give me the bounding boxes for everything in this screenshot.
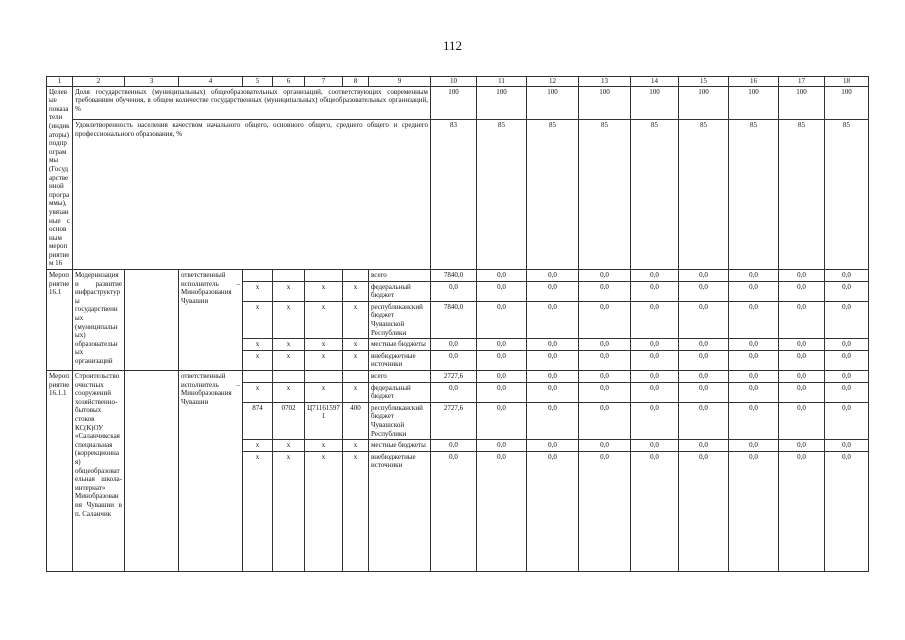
budget-code [343, 270, 369, 282]
target-label: Целевые показатели (индикаторы) подпрограммы (Государственной программы), увязанные с основным мероприятием 16 [47, 86, 73, 269]
funding-value: 0,0 [679, 402, 729, 439]
funding-value: 0,0 [579, 440, 631, 452]
target-value: 100 [431, 86, 477, 119]
funding-value: 0,0 [527, 382, 579, 402]
funding-value: 7840,0 [431, 301, 477, 338]
funding-value: 0,0 [631, 382, 679, 402]
funding-value: 0,0 [579, 281, 631, 301]
funding-value: 0,0 [477, 402, 527, 439]
budget-code: x [305, 451, 343, 571]
funding-value: 0,0 [679, 451, 729, 571]
budget-code: x [343, 440, 369, 452]
funding-source: всего [369, 270, 431, 282]
budget-code: x [273, 281, 305, 301]
funding-value: 0,0 [631, 339, 679, 351]
funding-value: 0,0 [729, 339, 779, 351]
funding-value: 0,0 [431, 350, 477, 370]
target-indicator: Удовлетворенность населения качеством начального общего, основного общего, среднего общего и среднего профессионального образования, % [73, 120, 431, 270]
budget-code: x [243, 339, 273, 351]
target-value: 85 [477, 120, 527, 270]
funding-value: 0,0 [779, 350, 825, 370]
target-row [47, 86, 869, 119]
empty-cell [125, 371, 179, 572]
budget-code: x [243, 440, 273, 452]
funding-value: 0,0 [477, 382, 527, 402]
funding-value: 0,0 [631, 281, 679, 301]
funding-value: 0,0 [779, 281, 825, 301]
target-value: 85 [779, 120, 825, 270]
funding-value: 2727,6 [431, 402, 477, 439]
budget-code: x [343, 451, 369, 571]
column-number: 14 [631, 77, 679, 87]
target-value: 85 [679, 120, 729, 270]
target-value: 100 [631, 86, 679, 119]
column-number: 4 [179, 77, 243, 87]
funding-value: 0,0 [729, 402, 779, 439]
header-row [47, 77, 869, 87]
funding-value: 0,0 [679, 440, 729, 452]
target-value: 100 [779, 86, 825, 119]
funding-value: 0,0 [679, 350, 729, 370]
budget-code: x [243, 451, 273, 571]
budget-code: x [305, 382, 343, 402]
measure-label: Мероприятие 16.1 [47, 270, 73, 371]
funding-value: 0,0 [825, 451, 869, 571]
funding-value: 0,0 [631, 402, 679, 439]
budget-code: x [273, 339, 305, 351]
column-number: 9 [369, 77, 431, 87]
funding-source: местные бюджеты [369, 440, 431, 452]
funding-value: 0,0 [779, 371, 825, 383]
funding-value: 0,0 [527, 301, 579, 338]
target-indicator: Доля государственных (муниципальных) общеобразовательных организаций, соответствующих современным требованиям обучения, в общем количестве государственных (муниципальных) общеобразовательных организаций, % [73, 86, 431, 119]
funding-value: 0,0 [779, 270, 825, 282]
funding-value: 0,0 [431, 281, 477, 301]
funding-value: 0,0 [431, 451, 477, 571]
funding-value: 0,0 [579, 339, 631, 351]
funding-value: 0,0 [477, 371, 527, 383]
funding-value: 0,0 [527, 371, 579, 383]
funding-value: 0,0 [579, 350, 631, 370]
measure-executor: ответственный исполнитель – Минобразования Чувашии [179, 270, 243, 371]
budget-code: x [305, 440, 343, 452]
funding-value: 0,0 [679, 301, 729, 338]
funding-value: 0,0 [527, 350, 579, 370]
funding-value: 0,0 [825, 440, 869, 452]
funding-source: местные бюджеты [369, 339, 431, 351]
funding-value: 0,0 [579, 451, 631, 571]
budget-code: 400 [343, 402, 369, 439]
funding-source: республиканский бюджет Чувашской Республики [369, 301, 431, 338]
budget-code: x [305, 301, 343, 338]
funding-value: 0,0 [579, 301, 631, 338]
measure-name: Модернизация и развитие инфраструктуры государственных (муниципальных) образовательных организаций [73, 270, 125, 371]
funding-value: 0,0 [779, 301, 825, 338]
funding-value: 0,0 [431, 339, 477, 351]
budget-code: x [343, 350, 369, 370]
measure-executor: ответственный исполнитель – Минобразования Чувашии [179, 371, 243, 572]
funding-row [47, 371, 869, 383]
budget-code: 0702 [273, 402, 305, 439]
funding-value: 0,0 [679, 270, 729, 282]
funding-value: 0,0 [825, 382, 869, 402]
program-table [46, 76, 869, 572]
budget-code [243, 270, 273, 282]
column-number: 2 [73, 77, 125, 87]
funding-value: 0,0 [729, 270, 779, 282]
funding-source: федеральный бюджет [369, 281, 431, 301]
funding-source: всего [369, 371, 431, 383]
target-value: 85 [631, 120, 679, 270]
budget-code: x [243, 281, 273, 301]
funding-value: 0,0 [729, 371, 779, 383]
column-number: 7 [305, 77, 343, 87]
funding-value: 0,0 [679, 281, 729, 301]
empty-cell [125, 270, 179, 371]
funding-value: 0,0 [779, 382, 825, 402]
budget-code: x [243, 350, 273, 370]
column-number: 17 [779, 77, 825, 87]
funding-value: 0,0 [477, 339, 527, 351]
target-value: 100 [679, 86, 729, 119]
funding-value: 0,0 [729, 451, 779, 571]
funding-value: 0,0 [779, 402, 825, 439]
budget-code [273, 371, 305, 383]
funding-value: 0,0 [779, 440, 825, 452]
funding-value: 7840,0 [431, 270, 477, 282]
budget-code: x [343, 339, 369, 351]
budget-code: x [273, 440, 305, 452]
target-value: 100 [527, 86, 579, 119]
column-number: 16 [729, 77, 779, 87]
budget-code [273, 270, 305, 282]
budget-code: Ц711615971 [305, 402, 343, 439]
funding-source: республиканский бюджет Чувашской Республики [369, 402, 431, 439]
funding-value: 0,0 [631, 451, 679, 571]
budget-code [243, 371, 273, 383]
funding-value: 0,0 [729, 301, 779, 338]
column-number: 5 [243, 77, 273, 87]
funding-value: 0,0 [527, 402, 579, 439]
column-number: 12 [527, 77, 579, 87]
budget-code: 874 [243, 402, 273, 439]
funding-value: 0,0 [579, 402, 631, 439]
funding-value: 0,0 [477, 270, 527, 282]
funding-value: 0,0 [825, 350, 869, 370]
funding-value: 0,0 [679, 339, 729, 351]
budget-code: x [273, 382, 305, 402]
budget-code: x [273, 451, 305, 571]
column-number: 10 [431, 77, 477, 87]
funding-value: 0,0 [825, 371, 869, 383]
funding-value: 0,0 [579, 382, 631, 402]
funding-value: 0,0 [477, 281, 527, 301]
funding-value: 0,0 [825, 281, 869, 301]
funding-value: 0,0 [825, 402, 869, 439]
funding-value: 0,0 [527, 451, 579, 571]
funding-value: 0,0 [527, 281, 579, 301]
target-value: 85 [527, 120, 579, 270]
budget-code: x [243, 301, 273, 338]
funding-value: 0,0 [477, 451, 527, 571]
funding-value: 0,0 [477, 301, 527, 338]
budget-code: x [305, 339, 343, 351]
funding-value: 0,0 [679, 382, 729, 402]
funding-value: 0,0 [729, 281, 779, 301]
funding-value: 0,0 [431, 440, 477, 452]
funding-value: 0,0 [527, 440, 579, 452]
funding-value: 0,0 [431, 382, 477, 402]
budget-code: x [305, 281, 343, 301]
funding-value: 0,0 [729, 440, 779, 452]
funding-value: 0,0 [631, 270, 679, 282]
funding-source: внебюджетные источники [369, 350, 431, 370]
target-row [47, 120, 869, 270]
column-number: 3 [125, 77, 179, 87]
funding-value: 0,0 [579, 371, 631, 383]
column-number: 15 [679, 77, 729, 87]
funding-value: 0,0 [779, 339, 825, 351]
funding-value: 0,0 [527, 339, 579, 351]
funding-value: 0,0 [729, 382, 779, 402]
column-number: 18 [825, 77, 869, 87]
column-number: 11 [477, 77, 527, 87]
funding-value: 0,0 [477, 440, 527, 452]
target-value: 85 [825, 120, 869, 270]
funding-value: 0,0 [825, 301, 869, 338]
funding-value: 0,0 [631, 440, 679, 452]
column-number: 1 [47, 77, 73, 87]
funding-value: 0,0 [779, 451, 825, 571]
budget-code: x [305, 350, 343, 370]
funding-value: 0,0 [631, 301, 679, 338]
budget-code: x [243, 382, 273, 402]
column-number: 8 [343, 77, 369, 87]
target-value: 100 [579, 86, 631, 119]
funding-value: 0,0 [631, 371, 679, 383]
funding-value: 0,0 [579, 270, 631, 282]
measure-name: Строительство очистных сооружений хозяйственно-бытовых стоков КС(К)ОУ «Саланчикская специальная (коррекционная) общеобразовательная школа-интернат» Минобразования Чувашии в п. Саланчик [73, 371, 125, 572]
funding-value: 0,0 [527, 270, 579, 282]
funding-source: федеральный бюджет [369, 382, 431, 402]
budget-code [305, 371, 343, 383]
funding-value: 0,0 [477, 350, 527, 370]
target-value: 83 [431, 120, 477, 270]
budget-code [305, 270, 343, 282]
measure-label: Мероприятие 16.1.1 [47, 371, 73, 572]
budget-code: x [343, 301, 369, 338]
funding-value: 0,0 [729, 350, 779, 370]
budget-code: x [273, 350, 305, 370]
budget-code: x [343, 382, 369, 402]
target-value: 85 [729, 120, 779, 270]
page-number: 112 [442, 38, 463, 53]
funding-value: 0,0 [679, 371, 729, 383]
budget-code: x [273, 301, 305, 338]
funding-value: 0,0 [631, 350, 679, 370]
funding-row [47, 270, 869, 282]
column-number: 6 [273, 77, 305, 87]
funding-value: 0,0 [825, 339, 869, 351]
target-value: 100 [729, 86, 779, 119]
budget-code: x [343, 281, 369, 301]
column-number: 13 [579, 77, 631, 87]
funding-value: 0,0 [825, 270, 869, 282]
funding-value: 2727,6 [431, 371, 477, 383]
budget-code [343, 371, 369, 383]
funding-source: внебюджетные источники [369, 451, 431, 571]
target-value: 85 [579, 120, 631, 270]
target-value: 100 [477, 86, 527, 119]
target-value: 100 [825, 86, 869, 119]
